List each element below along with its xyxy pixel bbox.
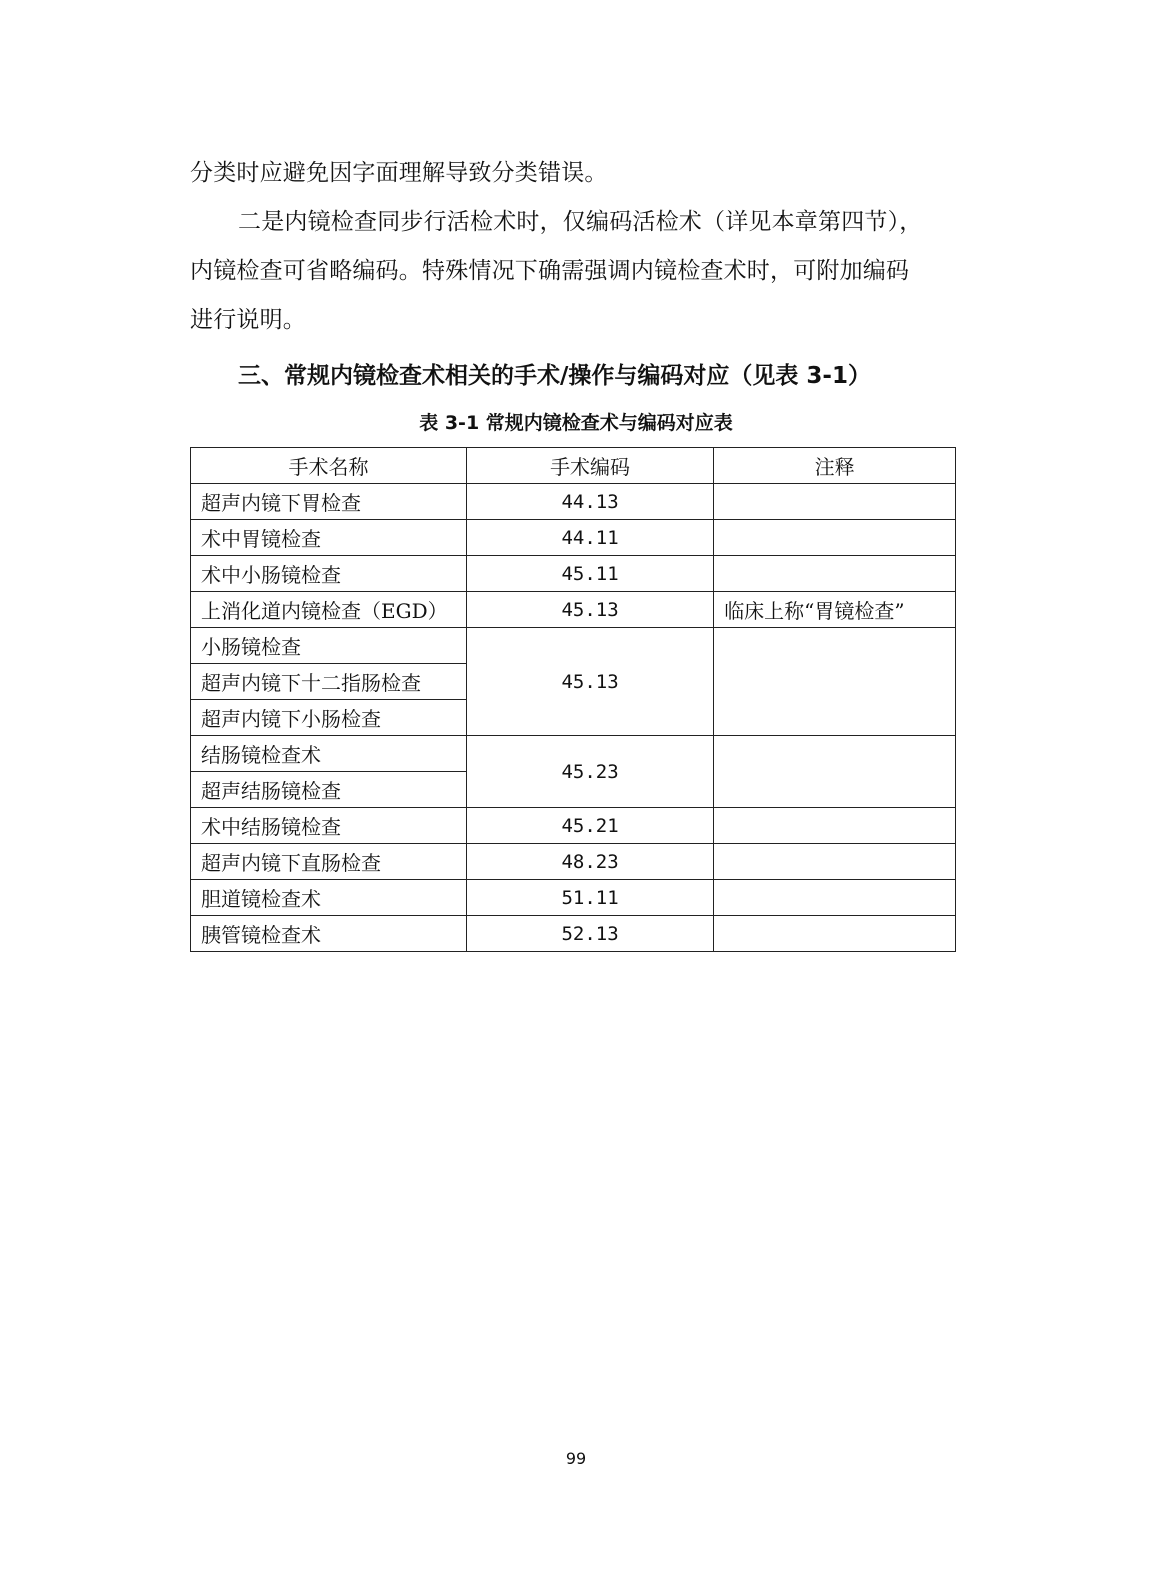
section-heading: 三、常规内镜检查术相关的手术/操作与编码对应（见表 3-1） xyxy=(238,363,871,389)
procedure-name: 超声内镜下直肠检查 xyxy=(191,844,467,880)
procedure-name: 超声内镜下胃检查 xyxy=(191,484,467,520)
header-note: 注释 xyxy=(714,448,956,484)
procedure-name: 结肠镜检查术 xyxy=(191,736,467,772)
procedure-name: 超声内镜下十二指肠检查 xyxy=(191,664,467,700)
table-row xyxy=(191,808,956,844)
procedure-name: 胆道镜检查术 xyxy=(191,880,467,916)
table-row xyxy=(191,916,956,952)
procedure-note xyxy=(714,844,956,880)
table-row xyxy=(191,736,956,772)
page-number: 99 xyxy=(565,1449,587,1468)
procedure-note xyxy=(714,628,956,736)
table-caption: 表 3-1 常规内镜检查术与编码对应表 xyxy=(419,412,733,434)
procedure-note xyxy=(714,556,956,592)
paragraph-line: 进行说明。 xyxy=(190,307,306,333)
procedure-note xyxy=(714,808,956,844)
paragraph-line: 分类时应避免因字面理解导致分类错误。 xyxy=(190,160,608,186)
procedure-code: 51.11 xyxy=(466,880,713,916)
paragraph-line: 二是内镜检查同步行活检术时，仅编码活检术（详见本章第四节）， xyxy=(238,209,923,235)
procedure-code: 45.13 xyxy=(466,592,713,628)
procedure-name: 术中胃镜检查 xyxy=(191,520,467,556)
procedure-name: 小肠镜检查 xyxy=(191,628,467,664)
table-row xyxy=(191,484,956,520)
table-row xyxy=(191,628,956,664)
header-procedure-name: 手术名称 xyxy=(191,448,467,484)
procedure-note xyxy=(714,736,956,808)
procedure-name: 超声结肠镜检查 xyxy=(191,772,467,808)
procedure-name: 超声内镜下小肠检查 xyxy=(191,700,467,736)
procedure-note xyxy=(714,520,956,556)
procedure-code: 45.11 xyxy=(466,556,713,592)
procedure-code: 45.21 xyxy=(466,808,713,844)
procedure-name: 胰管镜检查术 xyxy=(191,916,467,952)
table-row xyxy=(191,592,956,628)
table-row xyxy=(191,844,956,880)
procedure-note xyxy=(714,916,956,952)
procedure-code: 45.23 xyxy=(466,736,713,808)
procedure-code: 48.23 xyxy=(466,844,713,880)
procedure-code: 44.13 xyxy=(466,484,713,520)
procedure-note: 临床上称“胃镜检查” xyxy=(714,592,956,628)
procedure-code: 45.13 xyxy=(466,628,713,736)
procedure-note xyxy=(714,484,956,520)
header-procedure-code: 手术编码 xyxy=(466,448,713,484)
procedure-name: 术中小肠镜检查 xyxy=(191,556,467,592)
paragraph-line: 内镜检查可省略编码。特殊情况下确需强调内镜检查术时，可附加编码 xyxy=(190,258,910,284)
procedure-code-table xyxy=(190,447,956,952)
procedure-code: 44.11 xyxy=(466,520,713,556)
procedure-code: 52.13 xyxy=(466,916,713,952)
table-row xyxy=(191,880,956,916)
procedure-name: 上消化道内镜检查（EGD） xyxy=(191,592,467,628)
table-row xyxy=(191,520,956,556)
procedure-name: 术中结肠镜检查 xyxy=(191,808,467,844)
procedure-note xyxy=(714,880,956,916)
table-row xyxy=(191,556,956,592)
table-header-row xyxy=(191,448,956,484)
